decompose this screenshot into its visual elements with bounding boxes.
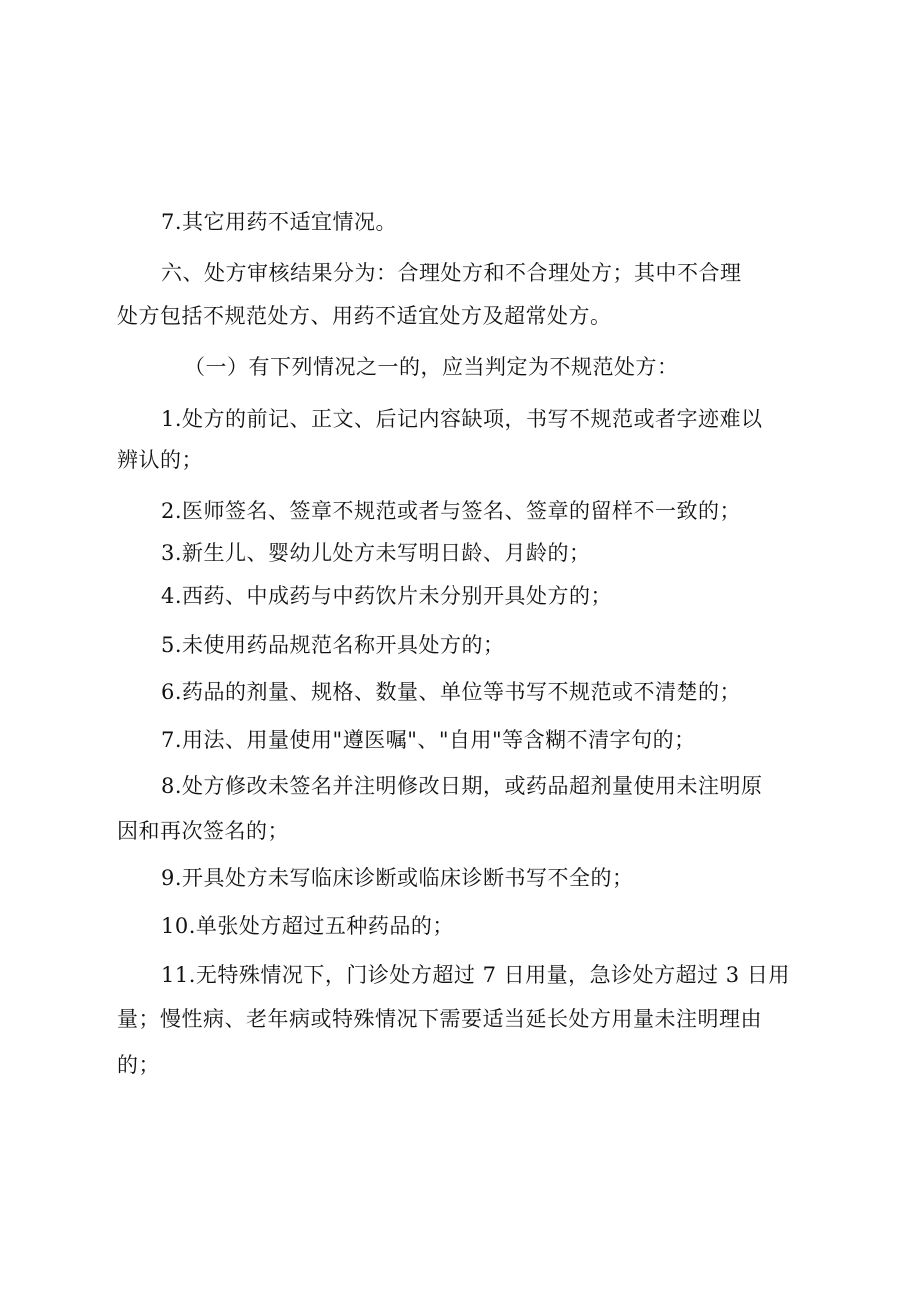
paragraph-line: 3.新生儿、婴幼儿处方未写明日龄、月龄的； [161, 541, 591, 565]
paragraph-line: 8.处方修改未签名并注明修改日期，或药品超剂量使用未注明原 [161, 774, 763, 798]
paragraph-line: 处方包括不规范处方、用药不适宜处方及超常处方。 [117, 304, 612, 328]
paragraph-line: 六、处方审核结果分为：合理处方和不合理处方；其中不合理 [161, 261, 742, 285]
paragraph-line: 11.无特殊情况下，门诊处方超过 7 日用量，急诊处方超过 3 日用 [161, 963, 790, 987]
paragraph-line: 2.医师签名、签章不规范或者与签名、签章的留样不一致的； [161, 499, 742, 523]
paragraph-line: 的； [117, 1053, 160, 1077]
paragraph-line: 10.单张处方超过五种药品的； [161, 914, 454, 938]
section-heading: （一）有下列情况之一的，应当判定为不规范处方： [184, 355, 679, 379]
paragraph-line: 7.用法、用量使用"遵医嘱"、"自用"等含糊不清字句的； [161, 728, 696, 752]
paragraph-line: 6.药品的剂量、规格、数量、单位等书写不规范或不清楚的； [161, 680, 742, 704]
paragraph-line: 5.未使用药品规范名称开具处方的； [161, 633, 505, 657]
paragraph-line: 因和再次签名的； [117, 819, 289, 843]
paragraph-line: 7.其它用药不适宜情况。 [161, 210, 398, 234]
paragraph-line: 9.开具处方未写临床诊断或临床诊断书写不全的； [161, 866, 634, 890]
paragraph-line: 辨认的； [117, 448, 203, 472]
paragraph-line: 1.处方的前记、正文、后记内容缺项，书写不规范或者字迹难以 [161, 407, 763, 431]
paragraph-line: 4.西药、中成药与中药饮片未分别开具处方的； [161, 584, 613, 608]
paragraph-line: 量；慢性病、老年病或特殊情况下需要适当延长处方用量未注明理由 [117, 1007, 762, 1031]
